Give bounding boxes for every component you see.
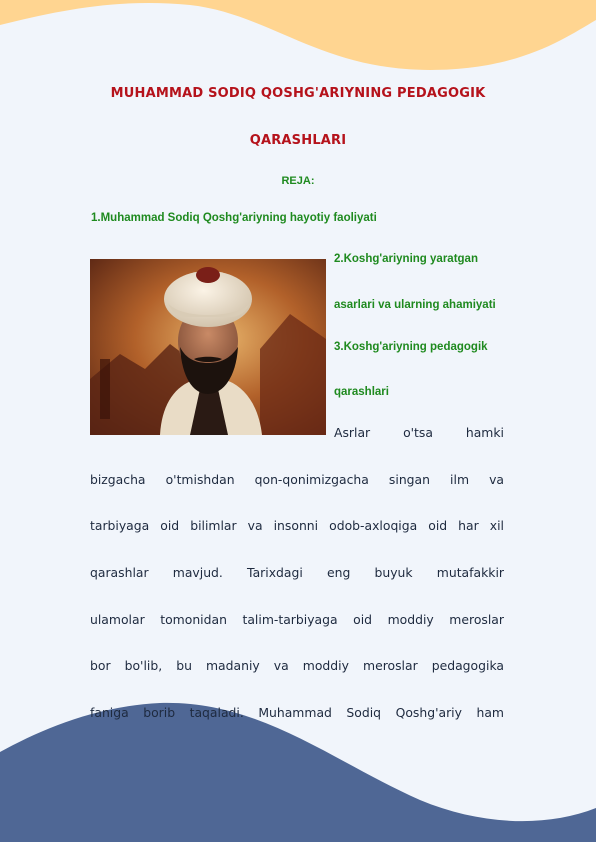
body-text-line-1: Asrlar o'tsa hamki [334,425,504,440]
plan-item-3-line1: 3.Koshg'ariyning pedagogik [334,341,488,353]
plan-item-1: 1.Muhammad Sodiq Qoshg'ariyning hayotiy faoliyati [91,212,377,224]
plan-heading: REJA: [281,175,315,187]
body-text-line-3: tarbiyaga oid bilimlar va insonni odob-axloqiga oid har xil [90,518,504,533]
body-text-line-5: ulamolar tomonidan talim-tarbiyaga oid moddiy meroslar [90,612,504,627]
document-title-line1: MUHAMMAD SODIQ QOSHG'ARIYNING PEDAGOGIK [110,86,486,101]
plan-item-2-line2: asarlari va ularning ahamiyati [334,299,496,311]
body-text-line-7: faniga borib taqaladi. Muhammad Sodiq Qoshg'ariy ham [90,705,504,720]
body-text-line-6: bor bo'lib, bu madaniy va moddiy meroslar pedagogika [90,658,504,673]
plan-item-2-line1: 2.Koshg'ariyning yaratgan [334,253,478,265]
plan-item-3-line2: qarashlari [334,386,389,398]
body-text-line-2: bizgacha o'tmishdan qon-qonimizgacha singan ilm va [90,472,504,487]
body-text-line-4: qarashlar mavjud. Tarixdagi eng buyuk mutafakkir [90,565,504,580]
document-title-line2: QARASHLARI [249,133,347,148]
portrait-image [90,259,326,435]
